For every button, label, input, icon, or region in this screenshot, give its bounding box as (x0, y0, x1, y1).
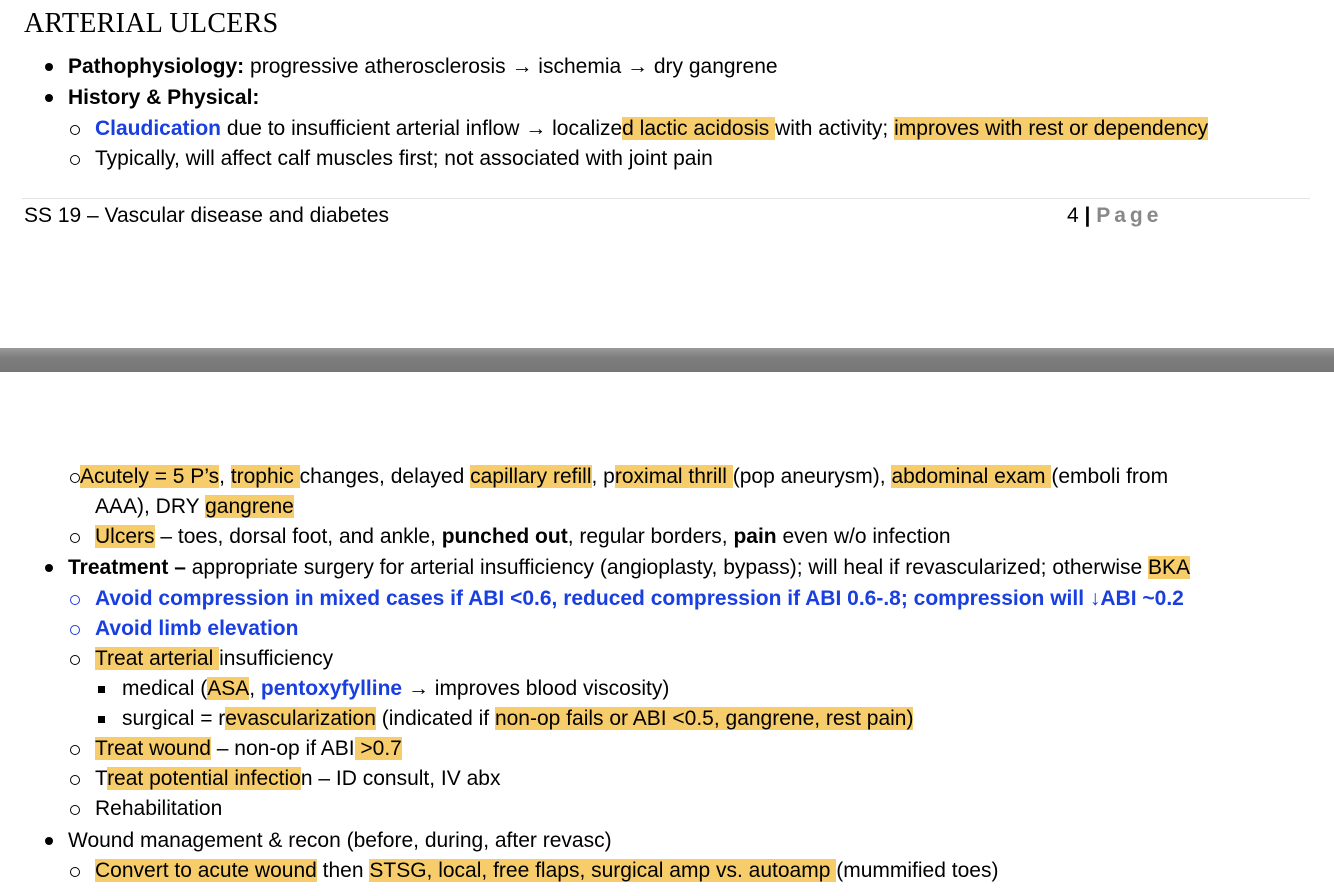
medical-line: medical (ASA, pentoxyfylline → improves blood viscosity) (122, 677, 670, 700)
claudication-line: Claudication due to insufficient arterial inflow → localized lactic acidosis with activity; improves with rest or dependency (95, 117, 1209, 140)
surgical-line: surgical = revascularization (indicated if non-op fails or ABI <0.5, gangrene, rest pain) (122, 707, 914, 730)
bullet-icon (45, 837, 53, 845)
sub-bullet-icon (70, 473, 80, 483)
acutely-line: Acutely = 5 P’s, trophic changes, delayed capillary refill, proximal thrill (pop aneurysm), abdominal exam (emboli from (80, 465, 1169, 488)
sub-bullet-icon (70, 155, 80, 165)
sub-bullet-icon (70, 125, 80, 135)
page-4-bottom (0, 0, 1334, 348)
sub-bullet-icon (70, 595, 80, 605)
acutely-line-2: AAA), DRY gangrene (95, 495, 294, 518)
sub-bullet-icon (70, 625, 80, 635)
treat-wound-line: Treat wound – non-op if ABI >0.7 (95, 737, 402, 760)
bullet-icon (45, 564, 53, 572)
wound-management-line: Wound management & recon (before, during, after revasc) (68, 829, 612, 852)
history-physical-line: History & Physical: (68, 86, 260, 109)
convert-wound-line: Convert to acute wound then STSG, local, free flaps, surgical amp vs. autoamp (mummified toes) (95, 859, 999, 882)
footer-title: SS 19 – Vascular disease and diabetes (24, 204, 390, 227)
sub-bullet-icon (70, 867, 80, 877)
section-title: ARTERIAL ULCERS (24, 8, 279, 39)
sub-bullet-icon (70, 533, 80, 543)
treat-infection-line: Treat potential infection – ID consult, IV abx (95, 767, 501, 790)
avoid-compression-line: Avoid compression in mixed cases if ABI <0.6, reduced compression if ABI 0.6-.8; compression will ↓ABI ~0.2 (95, 587, 1184, 610)
square-bullet-icon (98, 716, 105, 723)
calf-line: Typically, will affect calf muscles first; not associated with joint pain (95, 147, 713, 170)
footer-divider (22, 198, 1310, 199)
avoid-elevation-line: Avoid limb elevation (95, 617, 299, 640)
pathophysiology-line: Pathophysiology: progressive atherosclerosis → ischemia → dry gangrene (68, 55, 778, 78)
ulcers-line: Ulcers – toes, dorsal foot, and ankle, punched out, regular borders, pain even w/o infection (95, 525, 951, 548)
page-separator (0, 348, 1334, 372)
bullet-icon (45, 94, 53, 102)
square-bullet-icon (98, 686, 105, 693)
sub-bullet-icon (70, 775, 80, 785)
rehabilitation-line: Rehabilitation (95, 797, 223, 820)
page-number: 4 | Page (1067, 204, 1163, 227)
sub-bullet-icon (70, 805, 80, 815)
treatment-line: Treatment – appropriate surgery for arterial insufficiency (angioplasty, bypass); will heal if revascularized; otherwise BKA (68, 556, 1191, 579)
treat-arterial-line: Treat arterial insufficiency (95, 647, 334, 670)
sub-bullet-icon (70, 655, 80, 665)
bullet-icon (45, 63, 53, 71)
sub-bullet-icon (70, 745, 80, 755)
